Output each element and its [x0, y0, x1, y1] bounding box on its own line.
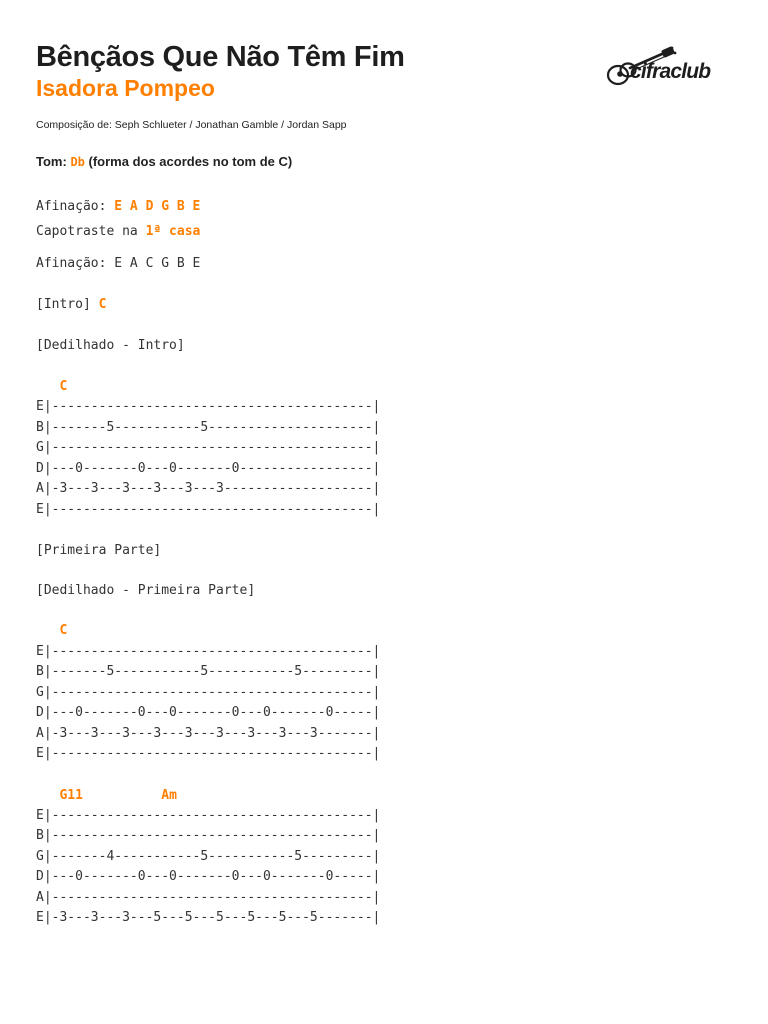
- composers-credit: Composição de: Seph Schlueter / Jonathan Gamble / Jordan Sapp: [36, 119, 347, 131]
- intro-line: [36, 295, 106, 315]
- tab-line: D|---0-------0---0-------0---0-------0-----|: [36, 705, 381, 720]
- song-header: [36, 40, 405, 103]
- tab-line: G|-----------------------------------------|: [36, 685, 381, 700]
- tuning-value: E A D G B E: [114, 199, 201, 214]
- tab-line: A|-----------------------------------------|: [36, 890, 381, 905]
- logo-wordmark: cifraclub: [630, 60, 711, 83]
- chord-am[interactable]: Am: [161, 788, 177, 803]
- capo-value: 1ª casa: [145, 224, 201, 239]
- tab-line: E|-----------------------------------------|: [36, 644, 381, 659]
- tab-line: G|-----------------------------------------|: [36, 440, 381, 455]
- tab-line: B|-------5-----------5-----------5---------|: [36, 664, 381, 679]
- tuning-value-2: E A C G B E: [114, 256, 201, 271]
- tuning-label: Afinação:: [36, 199, 107, 214]
- tab-line: D|---0-------0---0-------0-----------------|: [36, 461, 381, 476]
- tom-note: (forma dos acordes no tom de C): [88, 154, 293, 169]
- tab-line: D|---0-------0---0-------0---0-------0-----|: [36, 869, 381, 884]
- cifraclub-logo[interactable]: [604, 44, 722, 96]
- chord-g11[interactable]: G11: [59, 788, 83, 803]
- tab-line: E|-----------------------------------------|: [36, 746, 381, 761]
- tab-line: A|-3---3---3---3---3---3---3---3---3-------|: [36, 726, 381, 741]
- song-title: Bênçãos Que Não Têm Fim: [36, 41, 405, 73]
- chord-line: [36, 377, 67, 397]
- chord-c[interactable]: C: [98, 297, 107, 312]
- tab-line: B|-------5-----------5---------------------|: [36, 420, 381, 435]
- tab-line: E|-----------------------------------------|: [36, 399, 381, 414]
- section-label-dedilhado-intro: [Dedilhado - Intro]: [36, 338, 185, 353]
- key-info: [36, 154, 292, 169]
- tab-line: G|-------4-----------5-----------5---------|: [36, 849, 381, 864]
- intro-label: [Intro]: [36, 297, 91, 312]
- capo-label: Capotraste na: [36, 224, 138, 239]
- tab-line: E|-3---3---3---5---5---5---5---5---5-------|: [36, 910, 381, 925]
- tuning-line: [36, 197, 200, 217]
- tab-line: E|-----------------------------------------|: [36, 502, 381, 517]
- tab-line: B|-----------------------------------------|: [36, 828, 381, 843]
- tuning-label-2: Afinação:: [36, 256, 107, 271]
- tab-line: E|-----------------------------------------|: [36, 808, 381, 823]
- capo-line: [36, 222, 200, 242]
- tuning-line-2: [36, 254, 200, 274]
- tom-label: Tom:: [36, 154, 67, 169]
- artist-name[interactable]: Isadora Pompeo: [36, 75, 215, 101]
- section-label-dedilhado-primeira: [Dedilhado - Primeira Parte]: [36, 583, 256, 598]
- chord-c[interactable]: C: [59, 379, 68, 394]
- tab-line: A|-3---3---3---3---3---3-------------------|: [36, 481, 381, 496]
- chord-c[interactable]: C: [59, 623, 68, 638]
- tom-key[interactable]: Db: [70, 155, 85, 169]
- chord-line: [36, 621, 67, 641]
- section-label-primeira-parte: [Primeira Parte]: [36, 543, 162, 558]
- chord-line: [36, 786, 177, 806]
